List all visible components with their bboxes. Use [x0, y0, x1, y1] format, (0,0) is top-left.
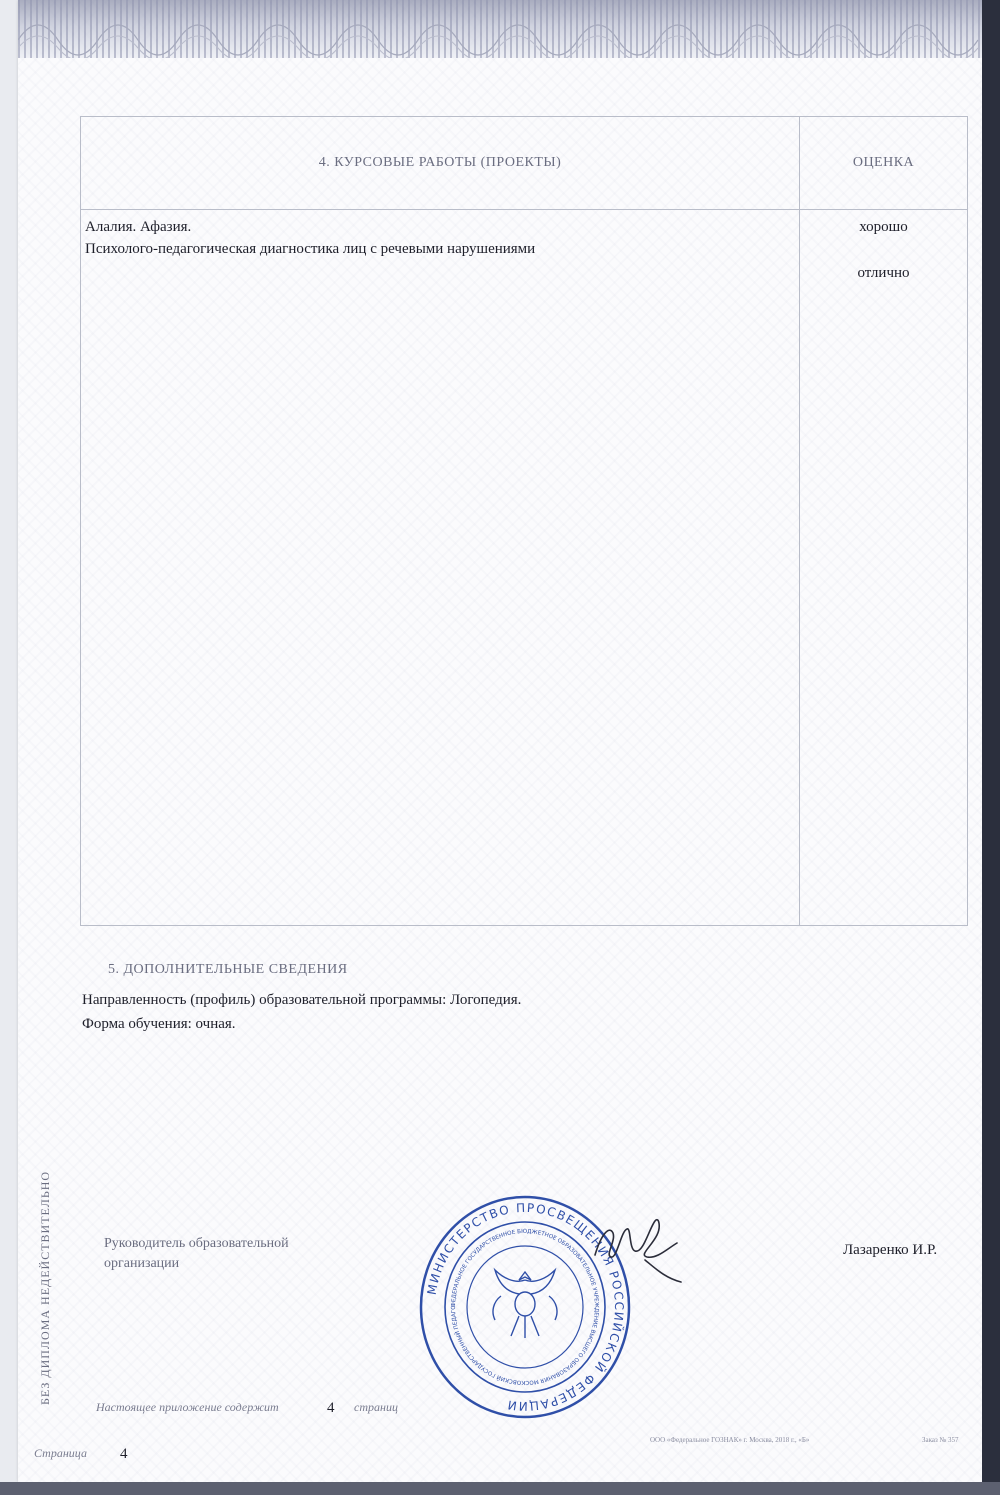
pages-contains-label: Настоящее приложение содержит [96, 1400, 279, 1414]
additional-info-heading: 5. ДОПОЛНИТЕЛЬНЫЕ СВЕДЕНИЯ [108, 962, 348, 977]
page-number: 4 [120, 1446, 128, 1462]
course-title: Алалия. Афазия. [85, 219, 192, 235]
table-body-row [81, 210, 968, 926]
seal-outer-text: МИНИСТЕРСТВО ПРОСВЕЩЕНИЯ РОССИЙСКОЙ ФЕДЕРАЦИИ [424, 1200, 627, 1414]
seal-inner-text: ФЕДЕРАЛЬНОЕ ГОСУДАРСТВЕННОЕ БЮДЖЕТНОЕ ОБРАЗОВАТЕЛЬНОЕ УЧРЕЖДЕНИЕ ВЫСШЕГО ОБРАЗОВАНИЯ МОСКОВСКИЙ ГОСУДАРСТВЕННЫЙ ПЕДАГО [450, 1228, 600, 1386]
signer-title: Руководитель образовательной организации [104, 1236, 289, 1271]
program-profile-text: Направленность (профиль) образовательной программы: Логопедия. [82, 992, 522, 1008]
course-grade: отлично [857, 265, 910, 281]
guilloche-border [18, 0, 982, 58]
total-pages-value: 4 [327, 1400, 335, 1416]
scan-edge-bottom [0, 1482, 1000, 1495]
course-titles-cell [81, 210, 800, 926]
signer-name: Лазаренко И.Р. [843, 1242, 938, 1258]
grades-cell [800, 210, 968, 926]
course-title: Психолого-педагогическая диагностика лиц с речевыми нарушениями [85, 241, 536, 257]
scan-edge-right [982, 0, 1000, 1495]
page-label: Страница [34, 1446, 87, 1460]
order-number: Заказ № 357 [922, 1436, 959, 1444]
course-works-heading: 4. КУРСОВЫЕ РАБОТЫ (ПРОЕКТЫ) [81, 117, 800, 210]
pages-suffix-label: страниц [354, 1400, 398, 1414]
invalid-without-diploma-note: БЕЗ ДИПЛОМА НЕДЕЙСТВИТЕЛЬНО [38, 1170, 52, 1405]
study-form-text: Форма обучения: очная. [82, 1016, 236, 1032]
printer-info: ООО «Федеральное ГОЗНАК» г. Москва, 2018 г., «Б» [650, 1436, 810, 1444]
eagle-emblem-icon [493, 1270, 557, 1338]
course-works-table [80, 116, 968, 926]
course-grade: хорошо [859, 219, 908, 235]
table-header-row [81, 117, 968, 210]
handwritten-signature [585, 1200, 705, 1305]
grade-heading: ОЦЕНКА [800, 117, 968, 210]
